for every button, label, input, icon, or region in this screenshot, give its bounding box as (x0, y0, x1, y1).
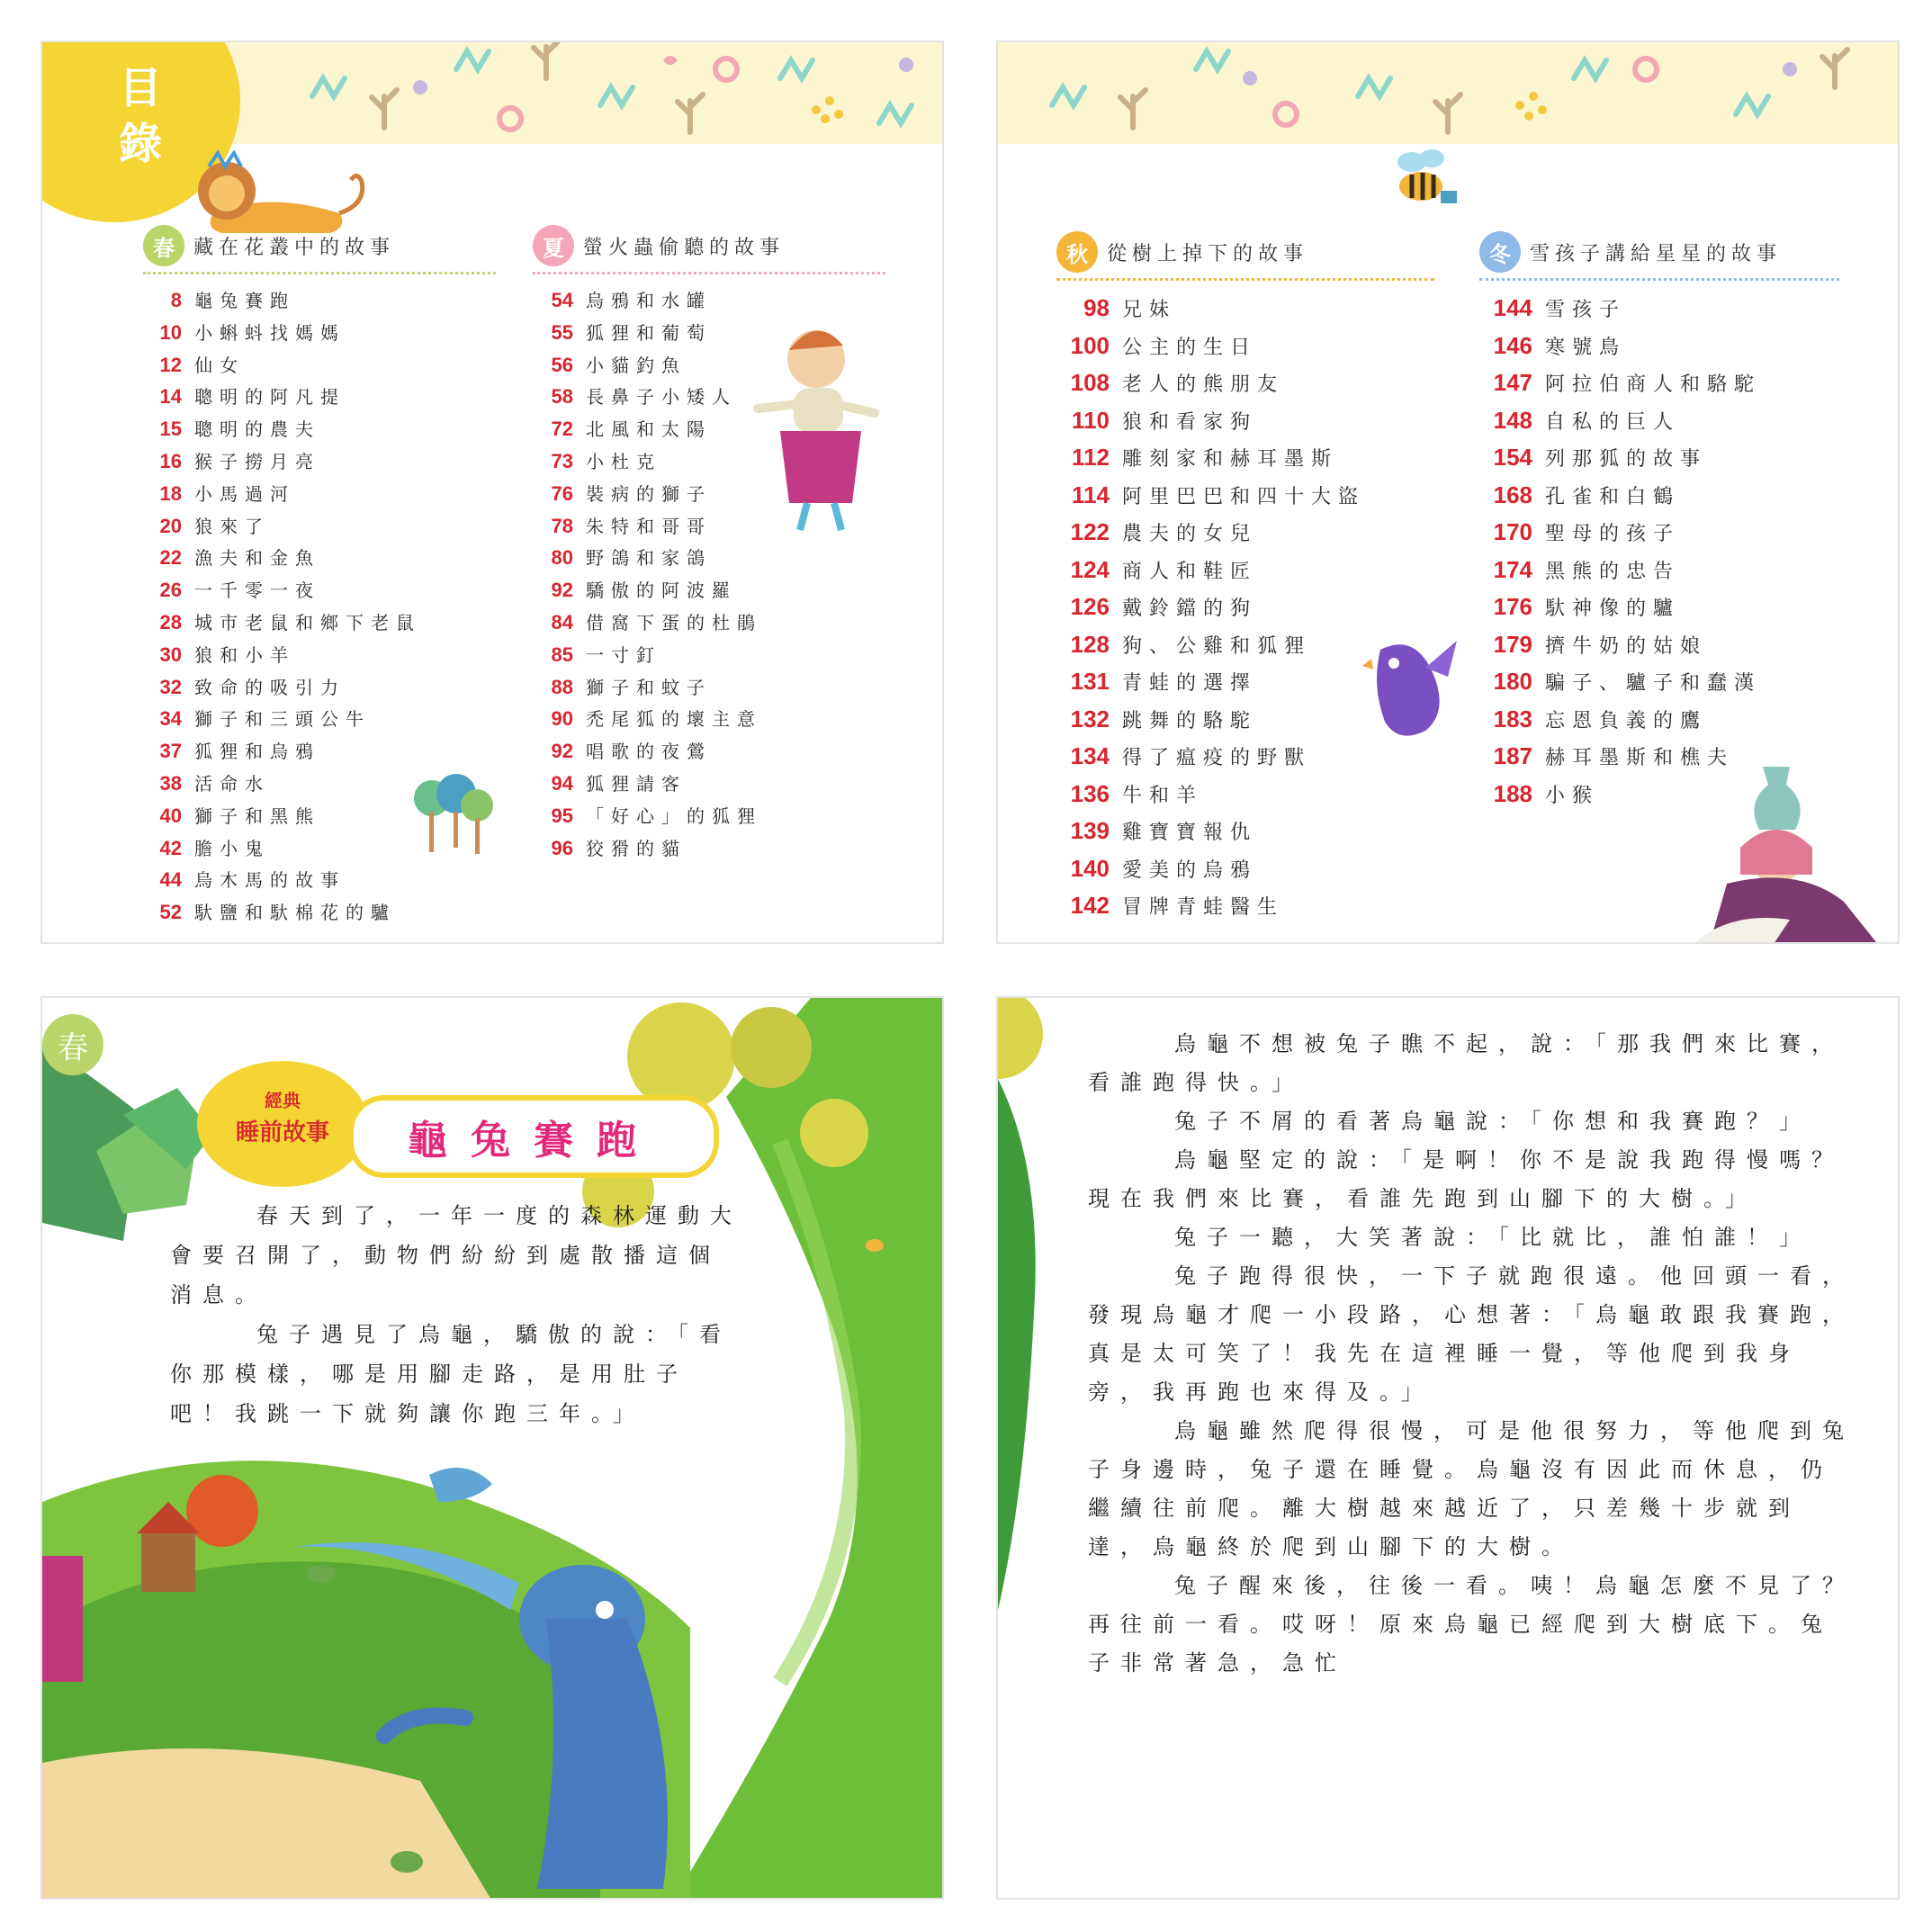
toc-story-title: 雕刻家和赫耳墨斯 (1122, 448, 1339, 471)
toc-entry[interactable] (528, 641, 762, 673)
series-badge (197, 1061, 368, 1187)
toc-story-title: 雪孩子 (1545, 299, 1627, 321)
toc-entry[interactable] (137, 382, 421, 415)
toc-entry[interactable] (137, 641, 421, 673)
toc-entry[interactable] (137, 415, 421, 447)
autumn-badge: 秋 (1056, 231, 1098, 273)
toc-page-number: 128 (1070, 630, 1110, 658)
toc-entry[interactable] (1475, 631, 1761, 669)
toc-page-number: 34 (159, 707, 182, 731)
toc-page-number: 38 (159, 771, 182, 795)
toc-story-title: 擠牛奶的姑娘 (1545, 634, 1708, 658)
toc-entry[interactable] (1052, 518, 1365, 556)
toc-story-title: 獅子和黑熊 (194, 804, 320, 827)
story-text-page (996, 996, 1900, 1900)
toc-story-title: 猴子撈月亮 (194, 450, 320, 472)
toc-page-number: 183 (1493, 705, 1532, 732)
toc-story-title: 赫耳墨斯和樵夫 (1545, 747, 1735, 769)
toc-page-number: 98 (1083, 294, 1110, 321)
winter-story-list (1475, 294, 1761, 817)
toc-story-title: 小蝌蚪找媽媽 (194, 321, 346, 344)
toc-page-number: 187 (1493, 742, 1532, 769)
toc-entry[interactable] (528, 834, 762, 867)
toc-page-number: 44 (159, 868, 182, 892)
toc-story-title: 狐狸和烏鴉 (194, 741, 320, 763)
toc-page-number: 32 (159, 675, 182, 698)
toc-entry[interactable] (137, 576, 421, 608)
toc-entry[interactable] (137, 608, 421, 641)
toc-entry[interactable] (528, 382, 762, 415)
toc-entry[interactable] (1475, 332, 1761, 370)
toc-story-title: 得了瘟疫的野獸 (1122, 747, 1312, 769)
winter-section-title: 雪孩子講給星星的故事 (1530, 242, 1783, 265)
toc-story-title: 北風和太陽 (586, 418, 712, 441)
toc-page-number: 139 (1070, 817, 1110, 844)
toc-entry[interactable] (1052, 444, 1365, 481)
toc-story-title: 聰明的農夫 (194, 418, 320, 441)
summer-section-header (533, 225, 785, 266)
toc-page-number: 132 (1070, 705, 1110, 732)
toc-page-number: 179 (1493, 630, 1532, 658)
toc-entry[interactable] (137, 705, 421, 737)
summer-section-title: 螢火蟲偷聽的故事 (583, 236, 786, 259)
toc-story-title: 活命水 (194, 772, 270, 795)
toc-story-title: 黑熊的忠告 (1545, 560, 1681, 583)
toc-story-title: 一寸釘 (586, 643, 661, 666)
toc-entry[interactable] (137, 286, 421, 319)
toc-story-title: 戴鈴鐺的狗 (1122, 598, 1258, 620)
toc-story-title: 商人和鞋匠 (1122, 560, 1258, 583)
toc-page-number: 96 (551, 836, 573, 859)
story-paragraph: 烏龜雖然爬得很慢，可是他很努力，等他爬到兔子身邊時，兔子還在睡覺。烏龜沒有因此而休息，仍繼續往前爬。離大樹越來越近了，只差幾十步就到達，烏龜終於爬到山腳下的大樹。 (1088, 1418, 1855, 1559)
winter-divider (1479, 278, 1839, 281)
toc-page-number: 40 (159, 804, 182, 827)
toc-page-number: 100 (1070, 331, 1110, 359)
story-title: 龜兔賽跑 (408, 1118, 660, 1164)
toc-story-title: 農夫的女兒 (1122, 523, 1258, 545)
toc-story-title: 唱歌的夜鶯 (586, 741, 712, 763)
toc-story-title: 小貓釣魚 (586, 354, 687, 376)
toc-page-number: 84 (551, 610, 573, 634)
toc-story-title: 長鼻子小矮人 (586, 386, 737, 409)
toc-entry[interactable] (528, 480, 762, 512)
toc-story-title: 冒牌青蛙醫生 (1122, 896, 1285, 919)
toc-story-title: 狗、公雞和狐狸 (1122, 634, 1312, 658)
story-paragraph: 烏龜堅定的說：「是啊！你不是說我跑得慢嗎？現在我們來比賽，看誰先跑到山腳下的大樹。」 (1088, 1147, 1844, 1211)
toc-entry[interactable] (1052, 742, 1365, 780)
toc-story-title: 狡猾的貓 (586, 837, 687, 859)
toc-page-number: 16 (159, 449, 182, 472)
story-paragraph: 兔子一聽，大笑著說：「比就比，誰怕誰！」 (1174, 1225, 1811, 1250)
toc-entry[interactable] (1475, 593, 1761, 631)
toc-story-title: 列那狐的故事 (1545, 448, 1708, 471)
toc-page-number: 52 (159, 901, 182, 924)
toc-page-number: 131 (1070, 668, 1110, 695)
toc-story-title: 馱鹽和馱棉花的驢 (194, 902, 396, 924)
toc-entry[interactable] (528, 447, 762, 480)
toc-story-title: 野鴿和家鴿 (586, 547, 712, 570)
toc-page-number: 20 (159, 514, 182, 537)
toc-entry[interactable] (1052, 892, 1365, 930)
toc-entry[interactable] (137, 673, 421, 705)
toc-entry[interactable] (528, 544, 762, 576)
toc-page-number: 22 (159, 546, 182, 570)
toc-page-number: 112 (1072, 444, 1110, 471)
toc-entry[interactable] (1052, 780, 1365, 818)
toc-entry[interactable] (1052, 294, 1365, 332)
toc-entry[interactable] (137, 769, 421, 802)
toc-story-title: 膽小鬼 (194, 837, 270, 859)
toc-entry[interactable] (137, 802, 421, 834)
story-body-text (1088, 1025, 1862, 1683)
toc-page-number: 180 (1493, 668, 1532, 695)
toc-story-title: 孔雀和白鶴 (1545, 485, 1681, 508)
series-badge-line2: 睡前故事 (235, 1119, 329, 1146)
toc-story-title: 公主的生日 (1122, 336, 1258, 359)
toc-entry[interactable] (137, 737, 421, 769)
toc-page-number: 124 (1070, 555, 1110, 583)
toc-page-number: 92 (551, 740, 573, 763)
toc-page-number: 122 (1070, 518, 1110, 545)
toc-story-title: 狐狸請客 (586, 772, 687, 795)
toc-story-title: 禿尾狐的壞主意 (586, 708, 762, 731)
toc-page-number: 58 (551, 385, 573, 409)
toc-story-title: 狼和小羊 (194, 643, 295, 666)
toc-page-number: 148 (1493, 406, 1532, 434)
toc-page-number: 134 (1070, 742, 1110, 769)
toc-entry[interactable] (1052, 668, 1365, 705)
toc-entry[interactable] (1052, 407, 1365, 445)
toc-page-number: 37 (159, 740, 182, 763)
toc-entry[interactable] (1052, 556, 1365, 594)
toc-page-number: 15 (159, 418, 182, 441)
toc-page-number: 126 (1070, 593, 1110, 620)
bee-illustration (1385, 146, 1466, 213)
story-paragraph: 兔子不屑的看著烏龜說：「你想和我賽跑？」 (1174, 1109, 1811, 1134)
toc-entry[interactable] (1475, 518, 1761, 556)
toc-page-number: 30 (159, 643, 182, 666)
toc-entry[interactable] (1052, 593, 1365, 631)
toc-page-number: 168 (1493, 481, 1532, 508)
toc-page-left (40, 40, 944, 944)
toc-entry[interactable] (1052, 481, 1365, 519)
toc-page-number: 12 (159, 353, 182, 376)
toc-page-number: 147 (1493, 369, 1532, 396)
toc-story-title: 致命的吸引力 (194, 676, 346, 698)
toc-entry[interactable] (1052, 705, 1365, 743)
story-title-page (40, 996, 944, 1900)
toc-page-number: 154 (1493, 444, 1532, 471)
toc-page-number: 26 (159, 579, 182, 602)
toc-title: 目錄 (119, 63, 165, 169)
toc-page-number: 142 (1070, 892, 1110, 919)
toc-entry[interactable] (1475, 668, 1761, 705)
toc-entry[interactable] (1475, 407, 1761, 445)
toc-entry[interactable] (137, 544, 421, 576)
toc-page-number: 72 (551, 418, 573, 441)
toc-entry[interactable] (528, 576, 762, 608)
toc-page-number: 8 (170, 289, 182, 311)
toc-page-number: 140 (1070, 854, 1110, 882)
toc-page-number: 110 (1072, 406, 1110, 434)
story-paragraph: 春天到了，一年一度的森林運動大會要召開了，動物們紛紛到處散播這個消息。 (170, 1203, 742, 1307)
toc-story-title: 借窩下蛋的杜鵑 (586, 611, 762, 634)
summer-story-list (528, 286, 762, 866)
toc-entry[interactable] (1052, 332, 1365, 370)
boy-illustration (744, 323, 879, 548)
toc-page-number: 10 (159, 320, 182, 344)
toc-story-title: 跳舞的駱駝 (1122, 709, 1258, 732)
toc-story-title: 龜兔賽跑 (194, 290, 295, 311)
toc-entry[interactable] (137, 866, 421, 898)
toc-page-number: 80 (551, 546, 573, 570)
toc-story-title: 小馬過河 (194, 482, 295, 505)
toc-story-title: 獅子和三頭公牛 (194, 708, 371, 731)
toc-story-title: 馱神像的驢 (1545, 598, 1681, 620)
autumn-story-list (1052, 294, 1365, 930)
toc-page-number: 95 (551, 804, 573, 827)
toc-page-number: 76 (551, 481, 573, 505)
spring-story-list (137, 286, 421, 930)
spring-season-badge: 春 (42, 1014, 103, 1075)
spring-section-header (143, 225, 395, 266)
story-title-banner (348, 1095, 719, 1178)
toc-page-number: 146 (1493, 331, 1532, 359)
toc-page-number: 136 (1070, 779, 1110, 807)
toc-story-title: 裝病的獅子 (586, 482, 712, 505)
toc-story-title: 一千零一夜 (194, 580, 320, 602)
lion-illustration (186, 150, 375, 236)
spring-divider (143, 272, 496, 274)
toc-page-number: 14 (159, 385, 182, 409)
toc-page-number: 94 (551, 771, 573, 795)
toc-page-right (996, 40, 1900, 944)
toc-story-title: 烏鴉和水罐 (586, 290, 712, 311)
toc-page-number: 18 (159, 481, 182, 505)
toc-story-title: 「好心」的狐狸 (586, 804, 762, 827)
autumn-section-title: 從樹上掉下的故事 (1107, 242, 1309, 265)
edge-tree-illustration (998, 998, 1052, 1900)
toc-entry[interactable] (1475, 481, 1761, 519)
toc-story-title: 狐狸和葡萄 (586, 321, 712, 344)
toc-entry[interactable] (137, 480, 421, 512)
toc-story-title: 朱特和哥哥 (586, 515, 712, 537)
toc-story-title: 青蛙的選擇 (1122, 672, 1258, 695)
winter-section-header (1479, 231, 1782, 273)
series-badge-line1: 經典 (265, 1090, 301, 1111)
toc-story-title: 自私的巨人 (1545, 410, 1681, 434)
toc-entry[interactable] (1052, 855, 1365, 893)
toc-story-title: 獅子和蚊子 (586, 676, 712, 698)
toc-story-title: 小猴 (1545, 784, 1600, 807)
toc-story-title: 驕傲的阿波羅 (586, 580, 737, 602)
toc-entry[interactable] (1475, 444, 1761, 481)
toc-entry[interactable] (528, 737, 762, 769)
toc-entry[interactable] (528, 802, 762, 834)
toc-entry[interactable] (528, 673, 762, 705)
toc-story-title: 小杜克 (586, 450, 661, 472)
toc-story-title: 阿拉伯商人和駱駝 (1545, 373, 1762, 396)
toc-entry[interactable] (528, 608, 762, 641)
toc-entry[interactable] (1052, 817, 1365, 855)
toc-page-number: 56 (551, 353, 573, 376)
toc-page-number: 188 (1493, 779, 1532, 807)
toc-page-number: 88 (551, 675, 573, 698)
toc-page-number: 55 (551, 320, 573, 344)
toc-entry[interactable] (528, 705, 762, 737)
toc-page-number: 170 (1493, 518, 1532, 545)
toc-entry[interactable] (137, 834, 421, 867)
toc-story-title: 仙女 (194, 354, 245, 376)
toc-page-number: 73 (551, 449, 573, 472)
toc-entry[interactable] (1475, 369, 1761, 407)
decorative-pattern-band (998, 42, 1898, 144)
toc-entry[interactable] (1475, 705, 1761, 743)
toc-story-title: 兄妹 (1122, 299, 1177, 321)
toc-story-title: 聖母的孩子 (1545, 523, 1681, 545)
toc-entry[interactable] (137, 898, 421, 930)
toc-entry[interactable] (528, 286, 762, 319)
toc-page-number: 42 (159, 836, 182, 859)
toc-entry[interactable] (137, 351, 421, 383)
toc-story-title: 狼和看家狗 (1122, 410, 1258, 434)
toc-entry[interactable] (1475, 556, 1761, 594)
toc-entry[interactable] (1052, 631, 1365, 669)
toc-entry[interactable] (137, 512, 421, 544)
toc-entry[interactable] (528, 319, 762, 351)
crow-illustration (1362, 632, 1461, 749)
toc-page-number: 90 (551, 707, 573, 731)
summer-divider (533, 272, 885, 274)
toc-entry[interactable] (528, 351, 762, 383)
toc-story-title: 漁夫和金魚 (194, 547, 320, 570)
toc-story-title: 雞寶寶報仇 (1122, 822, 1258, 844)
toc-story-title: 城市老鼠和鄉下老鼠 (194, 611, 421, 634)
toc-story-title: 愛美的烏鴉 (1122, 858, 1258, 882)
toc-page-number: 85 (551, 643, 573, 666)
autumn-section-header (1056, 231, 1308, 273)
toc-story-title: 老人的熊朋友 (1122, 373, 1285, 396)
trees-illustration (407, 762, 497, 861)
summer-badge: 夏 (533, 225, 574, 266)
winter-badge: 冬 (1479, 231, 1521, 273)
toc-page-number: 176 (1493, 593, 1532, 620)
toc-story-title: 忘恩負義的鷹 (1545, 709, 1708, 732)
story-paragraph: 兔子跑得很快，一下子就跑很遠。他回頭一看，發現烏龜才爬一小段路，心想著：「烏龜敢跟我賽跑，真是太可笑了！我先在這裡睡一覺，等他爬到我身旁，我再跑也來得及。」 (1088, 1263, 1855, 1405)
toc-page-number: 144 (1493, 294, 1532, 321)
toc-page-number: 78 (551, 514, 573, 537)
toc-story-title: 牛和羊 (1122, 784, 1204, 807)
toc-story-title: 烏木馬的故事 (194, 869, 346, 892)
toc-page-number: 54 (551, 289, 573, 311)
story-paragraph: 烏龜不想被兔子瞧不起，說：「那我們來比賽，看誰跑得快。」 (1088, 1031, 1844, 1095)
toc-page-number: 28 (159, 610, 182, 634)
spring-section-title: 藏在花叢中的故事 (193, 236, 396, 259)
toc-page-number: 92 (551, 579, 573, 602)
toc-entry[interactable] (1475, 294, 1761, 332)
spring-badge: 春 (143, 225, 184, 266)
story-paragraph: 兔子遇見了烏龜，驕傲的說：「看你那模樣，哪是用腳走路，是用肚子吧！我跳一下就夠讓你跑三年。」 (170, 1322, 732, 1426)
toc-entry[interactable] (137, 447, 421, 480)
toc-story-title: 阿里巴巴和四十大盜 (1122, 485, 1366, 508)
toc-page-number: 108 (1070, 369, 1110, 396)
girl-with-vase-illustration (1691, 767, 1898, 944)
toc-entry[interactable] (528, 415, 762, 447)
toc-story-title: 狼來了 (194, 515, 270, 537)
toc-entry[interactable] (528, 512, 762, 544)
toc-story-title: 騙子、驢子和蠢漢 (1545, 672, 1762, 695)
toc-entry[interactable] (137, 319, 421, 351)
toc-page-number: 174 (1493, 555, 1532, 583)
toc-entry[interactable] (1052, 369, 1365, 407)
toc-entry[interactable] (528, 769, 762, 802)
autumn-divider (1056, 278, 1434, 281)
story-intro-text (170, 1196, 746, 1433)
story-paragraph: 兔子醒來後，往後一看。咦！烏龜怎麼不見了？再往前一看。哎呀！原來烏龜已經爬到大樹底下。兔子非常著急，急忙 (1088, 1573, 1855, 1676)
toc-story-title: 聰明的阿凡提 (194, 386, 346, 409)
floral-pattern (998, 42, 1898, 144)
toc-story-title: 寒號鳥 (1545, 336, 1627, 359)
toc-page-number: 114 (1072, 481, 1110, 508)
